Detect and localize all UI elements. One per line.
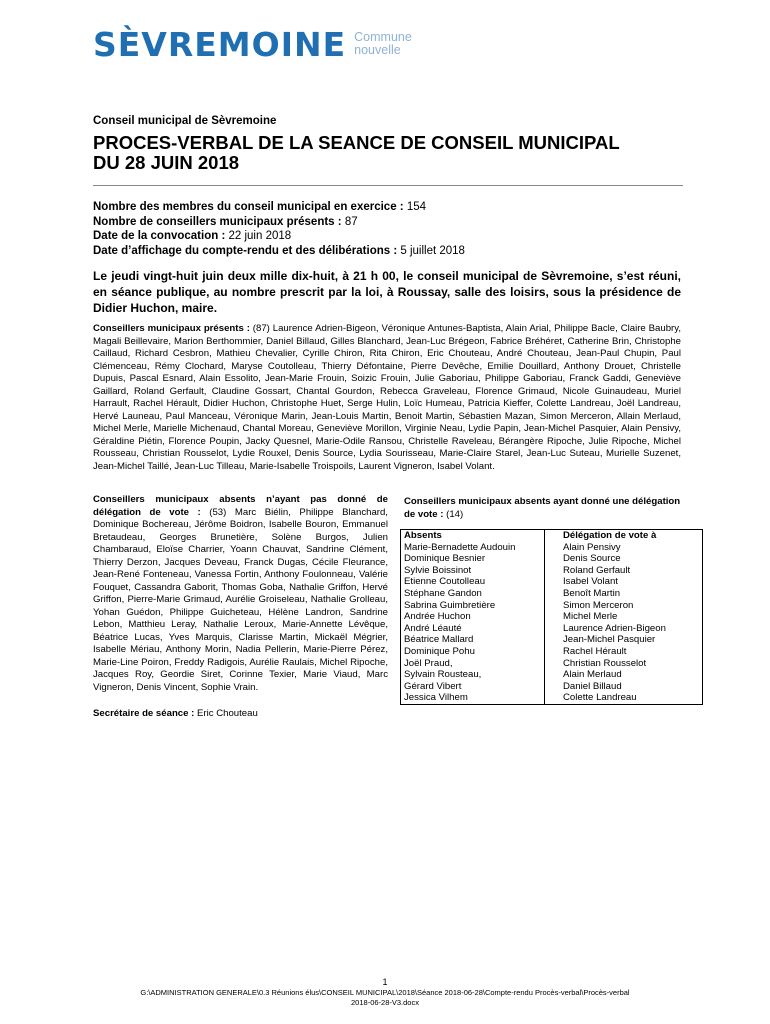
delegate-cell: Simon Merceron — [545, 600, 703, 612]
table-row — [401, 634, 703, 646]
title-line-2: DU 28 JUIN 2018 — [93, 152, 240, 173]
delegate-cell: Isabel Volant — [545, 576, 703, 588]
absent-cell: Stéphane Gandon — [401, 588, 545, 600]
delegate-cell: Michel Merle — [545, 611, 703, 623]
delegate-cell: Benoît Martin — [545, 588, 703, 600]
column-header-delegation: Délégation de vote à — [545, 530, 703, 542]
fact-label: Nombre de conseillers municipaux présents : — [93, 215, 345, 228]
absent-deleg-label: Conseillers municipaux absents ayant donné une délégation de vote : — [404, 496, 681, 520]
fact-label: Nombre des membres du conseil municipal en exercice : — [93, 201, 407, 213]
footer-path-line-2: 2018-06-28-V3.docx — [351, 998, 419, 1007]
table-row — [401, 623, 703, 635]
absent-no-delegation — [93, 494, 388, 694]
fact-members — [93, 200, 465, 215]
absent-with-delegation-heading — [404, 496, 684, 521]
absent-cell: Sylvain Rousteau, — [401, 669, 545, 681]
logo-sub-nouvelle: nouvelle — [354, 43, 401, 57]
logo-sub-commune: Commune — [354, 30, 412, 44]
table-row — [401, 669, 703, 681]
footer-path-line-1: G:\ADMINISTRATION GENERALE\0.3 Réunions élus\CONSEIL MUNICIPAL\2018\Séance 2018-06-28\Compte-rendu Procès-verbal\Procès-verbal — [140, 988, 630, 997]
table-header-row — [401, 530, 703, 542]
delegate-cell: Alain Merlaud — [545, 669, 703, 681]
organization-name: Conseil municipal de Sèvremoine — [93, 115, 277, 127]
table-row — [401, 681, 703, 693]
secretary-name: Eric Chouteau — [197, 708, 258, 719]
present-list: (87) Laurence Adrien-Bigeon, Véronique Antunes-Baptista, Alain Arial, Philippe Bacle, Claire Baubry, Magali Beillevaire, Marion Berthommier, Daniel Billaud, Gilles Blanchard, Jean-Luc Brégeon, Fabrice Bréhéret, Catherine Brin, Christophe Caillaud, Richard Cesbron, Mathieu Chevalier, Cyrille Chiron, Rita Chiron, Eric Chouteau, André Chouteau, Jean-Paul Chupin, Paul Clémenceau, Rémy Clochard, Maryse Coutolleau, Thierry Défontaine, Pierre Devêche, Emilie Douillard, Anthony Drouet, Christelle Dupuis, Pascal Esnard, Alain Essolito, Jean-Marie Frouin, Soizic Frouin, Julie Gaboriau, Philippe Gaboriau, Franck Gaddi, Geneviève Gaillard, Roland Gerfault, Claudine Gossart, Chantal Gourdon, Rebecca Graveleau, Florence Grimaud, Nicole Guinaudeau, Muriel Harrault, Rachel Hérault, Didier Huchon, Christophe Huet, Serge Hulin, Loïc Humeau, Patricia Kieffer, Colette Landreau, Joël Landreau, Hervé Launeau, Paul Manceau, Véronique Marin, Jean-Louis Martin, Benoit Martin, Sébastien Mazan, Simon Merceron, Allain Merlaud, Michel Merle, Marielle Michenaud, Chantal Moreau, Geneviève Morillon, Virginie Neau, Lydie Papin, Jean-Michel Pasquier, Alain Pensivy, Géraldine Piétin, Florence Poupin, Jacky Quesnel, Marie-Odile Ransou, Christelle Raveleau, Bérangère Ripoche, Julie Ripoche, Michel Rousseau, Christian Rousselot, Lydie Rouxel, Denis Source, Lydia Sourisseau, Marie-Claire Starel, Jean-Luc Suteau, Murielle Suzenet, Jean-Michel Taillé, Jean-Luc Tilleau, Marie-Isabelle Troispoils, Laurent Vigneron, Isabel Volant. — [93, 323, 681, 472]
table-row — [401, 658, 703, 670]
fact-present — [93, 215, 465, 230]
delegate-cell: Denis Source — [545, 553, 703, 565]
absent-cell: Andrée Huchon — [401, 611, 545, 623]
fact-value: 5 juillet 2018 — [400, 244, 465, 257]
delegate-cell: Jean-Michel Pasquier — [545, 634, 703, 646]
absent-cell: Béatrice Mallard — [401, 634, 545, 646]
logo-wordmark: SÈVREMOINE — [93, 25, 347, 64]
intro-paragraph: Le jeudi vingt-huit juin deux mille dix-huit, à 21 h 00, le conseil municipal de Sèvremoine, s’est réuni, en séance publique, au nombre prescrit par la loi, à Roussay, salle des loisirs, sous la présidence de Didier Huchon, maire. — [93, 269, 681, 315]
present-label: Conseillers municipaux présents : — [93, 323, 253, 334]
meeting-facts — [93, 200, 465, 258]
fact-label: Date de la convocation : — [93, 230, 229, 242]
absent-cell: Dominique Pohu — [401, 646, 545, 658]
document-title — [93, 133, 693, 173]
delegate-cell: Alain Pensivy — [545, 542, 703, 554]
absent-cell: André Léauté — [401, 623, 545, 635]
table-row — [401, 588, 703, 600]
delegate-cell: Colette Landreau — [545, 692, 703, 704]
fact-label: Date d’affichage du compte-rendu et des délibérations : — [93, 244, 401, 257]
table-row — [401, 542, 703, 554]
fact-value: 154 — [406, 201, 426, 213]
absent-no-deleg-list: (53) Marc Biélin, Philippe Blanchard, Dominique Bochereau, Jérôme Boidron, Isabelle Bouron, Emmanuel Bretaudeau, Georges Brunetière, Solène Burgos, Julien Chambaraud, Eloïse Charrier, Yoann Chauvat, Sandrine Clément, Thierry Derzon, Jacques Deveau, Franck Dugas, Cécile Fleurance, Jean-René Fonteneau, Vanessa Fortin, Anthony Foulonneau, Valérie Fouquet, Cassandra Gaborit, Thomas Goba, Nathalie Griffon, Hervé Griffon, Pierre-Marie Grimaud, Aurélie Groiseleau, Nathalie Grolleau, Yohan Guédon, Philippe Guicheteau, Hélène Landron, Sandrine Lebon, Matthieu Leray, Nathalie Leroux, Marie-Annette Lévêque, Béatrice Lucas, Yves Marquis, Clarisse Martin, Mickaël Mégrier, Isabelle Mériau, Anthony Morin, Nadia Pellerin, Marie-Pierre Pérez, Marie-Line Poiron, Freddy Radigois, Aurélie Raulais, Michel Ripoche, Jacques Roy, Geordie Siret, Corinne Texier, Marie Viaud, Marc Vigneron, Denis Vincent, Sophie Vrain. — [93, 506, 388, 693]
logo-subtitle — [354, 31, 412, 57]
absent-deleg-count: (14) — [446, 508, 464, 520]
absent-cell: Joël Praud, — [401, 658, 545, 670]
sevremoine-logo — [93, 26, 412, 64]
delegate-cell: Laurence Adrien-Bigeon — [545, 623, 703, 635]
session-secretary — [93, 708, 258, 719]
fact-value: 87 — [344, 215, 358, 228]
table-row — [401, 565, 703, 577]
absent-no-deleg-label: Conseillers municipaux absents n’ayant pas donné de délégation de vote : — [93, 494, 388, 518]
column-header-absents: Absents — [401, 530, 545, 542]
absent-cell: Jessica Vilhem — [401, 692, 545, 704]
table-row — [401, 600, 703, 612]
title-divider — [93, 185, 683, 186]
delegate-cell: Christian Rousselot — [545, 658, 703, 670]
absent-cell: Etienne Coutolleau — [401, 576, 545, 588]
absent-cell: Sabrina Guimbretière — [401, 600, 545, 612]
delegate-cell: Roland Gerfault — [545, 565, 703, 577]
delegation-table — [400, 529, 703, 705]
delegate-cell: Rachel Hérault — [545, 646, 703, 658]
fact-affichage — [93, 244, 465, 259]
file-path-footer — [0, 988, 770, 1008]
absent-cell: Marie-Bernadette Audouin — [401, 542, 545, 554]
table-row — [401, 692, 703, 704]
title-line-1: PROCES-VERBAL DE LA SEANCE DE CONSEIL MUNICIPAL — [93, 132, 620, 153]
table-row — [401, 553, 703, 565]
absent-cell: Sylvie Boissinot — [401, 565, 545, 577]
absent-cell: Gérard Vibert — [401, 681, 545, 693]
secretary-label: Secrétaire de séance : — [93, 708, 197, 719]
page-number: 1 — [382, 977, 388, 987]
delegate-cell: Daniel Billaud — [545, 681, 703, 693]
fact-convocation — [93, 229, 465, 244]
table-row — [401, 576, 703, 588]
table-row — [401, 611, 703, 623]
fact-value: 22 juin 2018 — [228, 230, 292, 242]
absent-cell: Dominique Besnier — [401, 553, 545, 565]
present-councillors — [93, 323, 681, 473]
table-row — [401, 646, 703, 658]
